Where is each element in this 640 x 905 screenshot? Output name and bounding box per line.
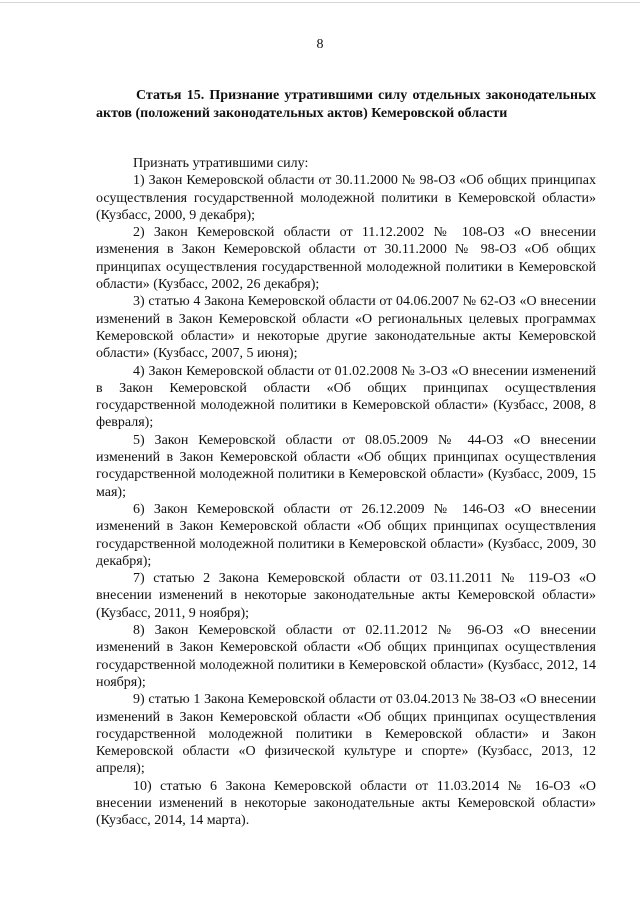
top-edge-line xyxy=(0,2,640,3)
page-number: 8 xyxy=(316,37,324,52)
article-heading: Статья 15. Признание утратившими силу отдельных законодательных актов (положений законодательных актов) Кемеровской области xyxy=(96,88,596,121)
list-item: 1) Закон Кемеровской области от 30.11.2000 № 98-ОЗ «Об общих принципах осуществления государственной молодежной политики в Кемеровской области» (Кузбасс, 2000, 9 декабря); xyxy=(96,173,596,223)
list-item: 7) статью 2 Закона Кемеровской области от 03.11.2011 № 119-ОЗ «О внесении изменений в некоторые законодательные акты Кемеровской области» (Кузбасс, 2011, 9 ноября); xyxy=(96,571,596,621)
list-item: 2) Закон Кемеровской области от 11.12.2002 № 108-ОЗ «О внесении изменения в Закон Кемеровской области от 30.11.2000 № 98-ОЗ «Об общих принципах осуществления государственной молодежной политики в Кемеровской области» (Кузбасс, 2002, 26 декабря); xyxy=(96,225,596,293)
list-item: 4) Закон Кемеровской области от 01.02.2008 № 3-ОЗ «О внесении изменений в Закон Кемеровской области «Об общих принципах осуществления государственной молодежной политики в Кемеровской области» (Кузбасс, 2008, 8 февраля); xyxy=(96,363,596,431)
list-item: 10) статью 6 Закона Кемеровской области от 11.03.2014 № 16-ОЗ «О внесении изменений в некоторые законодательные акты Кемеровской области» (Кузбасс, 2014, 14 марта). xyxy=(96,778,596,829)
article-intro: Признать утратившими силу: xyxy=(133,156,309,171)
list-item: 3) статью 4 Закона Кемеровской области от 04.06.2007 № 62-ОЗ «О внесении изменений в Закон Кемеровской области «О региональных целевых программах Кемеровской области» и некоторые другие законодательные акты Кемеровской области» (Кузбасс, 2007, 5 июня); xyxy=(96,294,596,362)
list-item: 6) Закон Кемеровской области от 26.12.2009 № 146-ОЗ «О внесении изменений в Закон Кемеровской области «Об общих принципах осуществления государственной молодежной политики в Кемеровской области» (Кузбасс, 2009, 30 декабря); xyxy=(96,501,596,569)
repealed-acts-list xyxy=(96,172,596,829)
list-item: 9) статью 1 Закона Кемеровской области от 03.04.2013 № 38-ОЗ «О внесении изменений в Закон Кемеровской области «Об общих принципах осуществления государственной молодежной политики в Кемеровской области» и Закон Кемеровской области «О физической культуре и спорте» (Кузбасс, 2013, 12 апреля); xyxy=(96,692,596,777)
article-body xyxy=(96,87,596,830)
list-item: 8) Закон Кемеровской области от 02.11.2012 № 96-ОЗ «О внесении изменений в Закон Кемеровской области «Об общих принципах осуществления государственной молодежной политики в Кемеровской области» (Кузбасс, 2012, 14 ноября); xyxy=(96,623,596,690)
list-item: 5) Закон Кемеровской области от 08.05.2009 № 44-ОЗ «О внесении изменений в Закон Кемеровской области «Об общих принципах осуществления государственной молодежной политики в Кемеровской области» (Кузбасс, 2009, 15 мая); xyxy=(96,432,596,500)
